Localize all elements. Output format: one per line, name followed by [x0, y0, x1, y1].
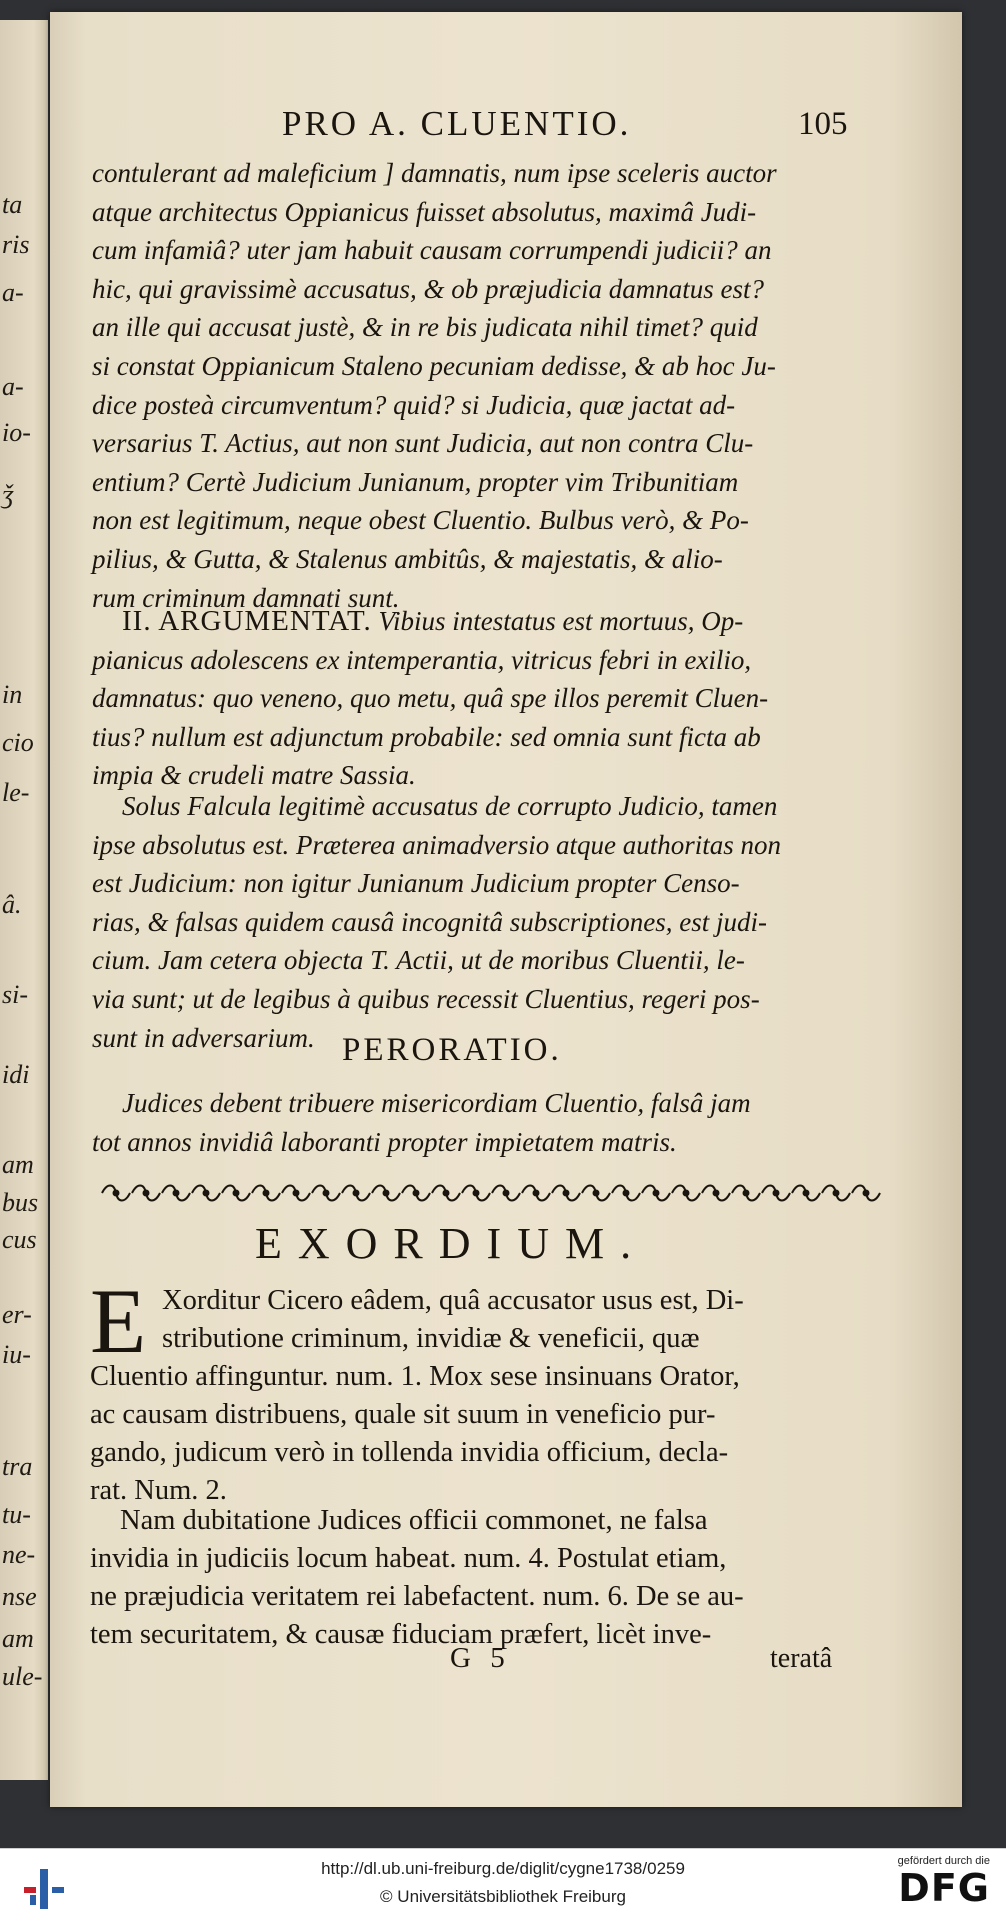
- ornament-dot: [144, 1191, 149, 1196]
- text-line: tius? nullum est adjunctum probabile: sed omnia sunt ficta ab: [92, 721, 761, 752]
- margin-fragment: cus: [2, 1225, 37, 1254]
- margin-fragment: le-: [2, 778, 30, 807]
- margin-fragment: idi: [2, 1060, 30, 1089]
- text-line: cum infamiâ? uter jam habuit causam corrumpendi judicii? an: [92, 235, 772, 266]
- margin-fragment: tra: [2, 1452, 33, 1481]
- exordium-heading: EXORDIUM.: [255, 1219, 648, 1268]
- margin-fragment: am: [2, 1150, 34, 1179]
- ornament-dot: [444, 1191, 449, 1196]
- text-line: Cluentio affinguntur. num. 1. Mox sese insinuans Orator,: [90, 1361, 740, 1392]
- text-line: pilius, & Gutta, & Stalenus ambitûs, & majestatis, & alio-: [92, 543, 723, 574]
- argument-paragraph-3: [92, 787, 892, 1057]
- ornament-dot: [834, 1191, 839, 1196]
- exordium-paragraph-1: [90, 1282, 900, 1510]
- signature-mark: G 5: [450, 1642, 511, 1674]
- ornament-dot: [654, 1191, 659, 1196]
- ornament-dot: [804, 1191, 809, 1196]
- margin-fragment: â.: [2, 890, 22, 919]
- section-heading-argumentat: II. ARGUMENTAT.: [122, 605, 372, 637]
- text-line: [92, 602, 892, 641]
- text-line: rum criminum damnati sunt.: [92, 582, 400, 613]
- argument-paragraph-2: [92, 602, 892, 795]
- ornament-dot: [204, 1191, 209, 1196]
- margin-fragment: a-: [2, 278, 24, 307]
- copyright-notice: © Universitätsbibliothek Freiburg: [380, 1887, 626, 1906]
- text-line: ipse absolutus est. Præterea animadversio atque authoritas non: [92, 829, 781, 860]
- ornament-dot: [744, 1191, 749, 1196]
- text-line: versarius T. Actius, aut non sunt Judicia, aut non contra Clu-: [92, 428, 754, 459]
- text-line: hic, qui gravissimè accusatus, & ob præjudicia damnatus est?: [92, 273, 764, 304]
- ornament-dot: [174, 1191, 179, 1196]
- catchword: teratâ: [770, 1643, 833, 1674]
- text-line: pianicus adolescens ex intemperantia, vitricus febri in exilio,: [92, 644, 752, 675]
- margin-fragment: tu-: [2, 1500, 31, 1529]
- margin-fragment: ne-: [2, 1540, 36, 1569]
- ornament-dot: [774, 1191, 779, 1196]
- ornamental-rule: [92, 1179, 887, 1207]
- ornament-dot: [624, 1191, 629, 1196]
- facing-page-edge: [0, 20, 48, 1780]
- text-line: via sunt; ut de legibus à quibus recessit Cluentius, regeri pos-: [92, 983, 760, 1014]
- text-line: invidia in judiciis locum habeat. num. 4. Postulat etiam,: [90, 1543, 727, 1574]
- text-line: sunt in adversarium.: [92, 1022, 315, 1053]
- margin-fragment: in: [2, 680, 23, 709]
- ornament-dot: [354, 1191, 359, 1196]
- text-line: ne præjudicia veritatem rei labefactent. num. 6. De se au-: [90, 1581, 744, 1612]
- text-line: est Judicium: non igitur Junianum Judicium propter Censo-: [92, 868, 740, 899]
- text-line: rat. Num. 2.: [90, 1475, 227, 1506]
- ornament-dot: [324, 1191, 329, 1196]
- facing-page-margin-text: [0, 20, 48, 1780]
- text-line: cium. Jam cetera objecta T. Actii, ut de moribus Cluentii, le-: [92, 945, 745, 976]
- dfg-logo: DFG: [898, 1866, 990, 1910]
- text-line: dice posteà circumventum? quid? si Judicia, quæ jactat ad-: [92, 389, 736, 420]
- peroratio-heading: PERORATIO.: [342, 1032, 562, 1068]
- permalink-url[interactable]: http://dl.ub.uni-freiburg.de/diglit/cygne1738/0259: [321, 1859, 685, 1878]
- margin-fragment: am: [2, 1624, 34, 1653]
- text-line: impia & crudeli matre Sassia.: [92, 760, 416, 791]
- text-line: contulerant ad maleficium ] damnatis, num ipse sceleris auctor: [92, 158, 777, 188]
- text-line: atque architectus Oppianicus fuisset absolutus, maximâ Judi-: [92, 196, 757, 227]
- text-line: Judices debent tribuere misericordiam Cluentio, falsâ jam: [122, 1088, 751, 1118]
- ornament-dot: [294, 1191, 299, 1196]
- viewer-footer: [0, 1848, 1006, 1923]
- running-head: PRO A. CLUENTIO.: [282, 104, 632, 143]
- text-line: stributione criminum, invidiæ & veneficii, quæ: [162, 1323, 700, 1354]
- ornament-dot: [264, 1191, 269, 1196]
- ornament-dot: [534, 1191, 539, 1196]
- margin-fragment: ris: [2, 230, 30, 259]
- margin-fragment: cio: [2, 728, 34, 757]
- argument-paragraph-1: [92, 154, 892, 617]
- margin-fragment: nse: [2, 1582, 37, 1611]
- ornament-dot: [564, 1191, 569, 1196]
- text-line: damnatus: quo veneno, quo metu, quâ spe illos peremit Cluen-: [92, 683, 769, 714]
- page-number: 105: [798, 106, 848, 142]
- book-page: [50, 12, 962, 1807]
- text-line: ac causam distribuens, quale sit suum in veneficio pur-: [90, 1399, 716, 1430]
- ornament-dot: [234, 1191, 239, 1196]
- margin-fragment: bus: [2, 1188, 39, 1217]
- text-line: Solus Falcula legitimè accusatus de corrupto Judicio, tamen: [122, 791, 778, 821]
- margin-fragment: io-: [2, 418, 31, 447]
- ornament-dot: [864, 1191, 869, 1196]
- margin-fragment: ule-: [2, 1662, 43, 1691]
- text-line: non est legitimum, neque obest Cluentio. Bulbus verò, & Po-: [92, 505, 749, 536]
- text-line: an ille qui accusat justè, & in re bis judicata nihil timet? quid: [92, 312, 758, 343]
- text-line: si constat Oppianicum Staleno pecuniam dedisse, & ab hoc Ju-: [92, 350, 776, 381]
- margin-fragment: er-: [2, 1300, 32, 1329]
- text-line-content: Vibius intestatus est mortuus, Op-: [371, 606, 744, 636]
- text-line: entium? Certè Judicium Junianum, propter vim Tribunitiam: [92, 466, 739, 497]
- drop-capital: E: [90, 1270, 147, 1372]
- ornament-dot: [384, 1191, 389, 1196]
- margin-fragment: iu-: [2, 1340, 31, 1369]
- ornament-dot: [504, 1191, 509, 1196]
- margin-fragment: ta: [2, 190, 23, 219]
- margin-fragment: ǯ: [2, 480, 14, 509]
- text-line: Nam dubitatione Judices officii commonet, ne falsa: [120, 1505, 708, 1536]
- text-line: tem securitatem, & causæ fiduciam præfert, licèt inve-: [90, 1619, 712, 1650]
- ornament-dot: [714, 1191, 719, 1196]
- dfg-caption: gefördert durch die: [897, 1855, 990, 1867]
- text-line: tot annos invidiâ laboranti propter impietatem matris.: [92, 1126, 677, 1157]
- exordium-paragraph-2: [90, 1502, 900, 1654]
- margin-fragment: a-: [2, 372, 24, 401]
- ornament-dot: [474, 1191, 479, 1196]
- ornament-dot: [114, 1191, 119, 1196]
- peroratio-paragraph: [92, 1084, 892, 1161]
- ornament-dot: [594, 1191, 599, 1196]
- text-line: gando, judicum verò in tollenda invidia officium, decla-: [90, 1437, 729, 1468]
- text-line: rias, & falsas quidem causâ incognitâ subscriptiones, est judi-: [92, 906, 767, 937]
- ornament-dot: [684, 1191, 689, 1196]
- margin-fragment: si-: [2, 980, 28, 1009]
- text-line: Xorditur Cicero eâdem, quâ accusator usus est, Di-: [162, 1285, 744, 1316]
- ornament-dot: [414, 1191, 419, 1196]
